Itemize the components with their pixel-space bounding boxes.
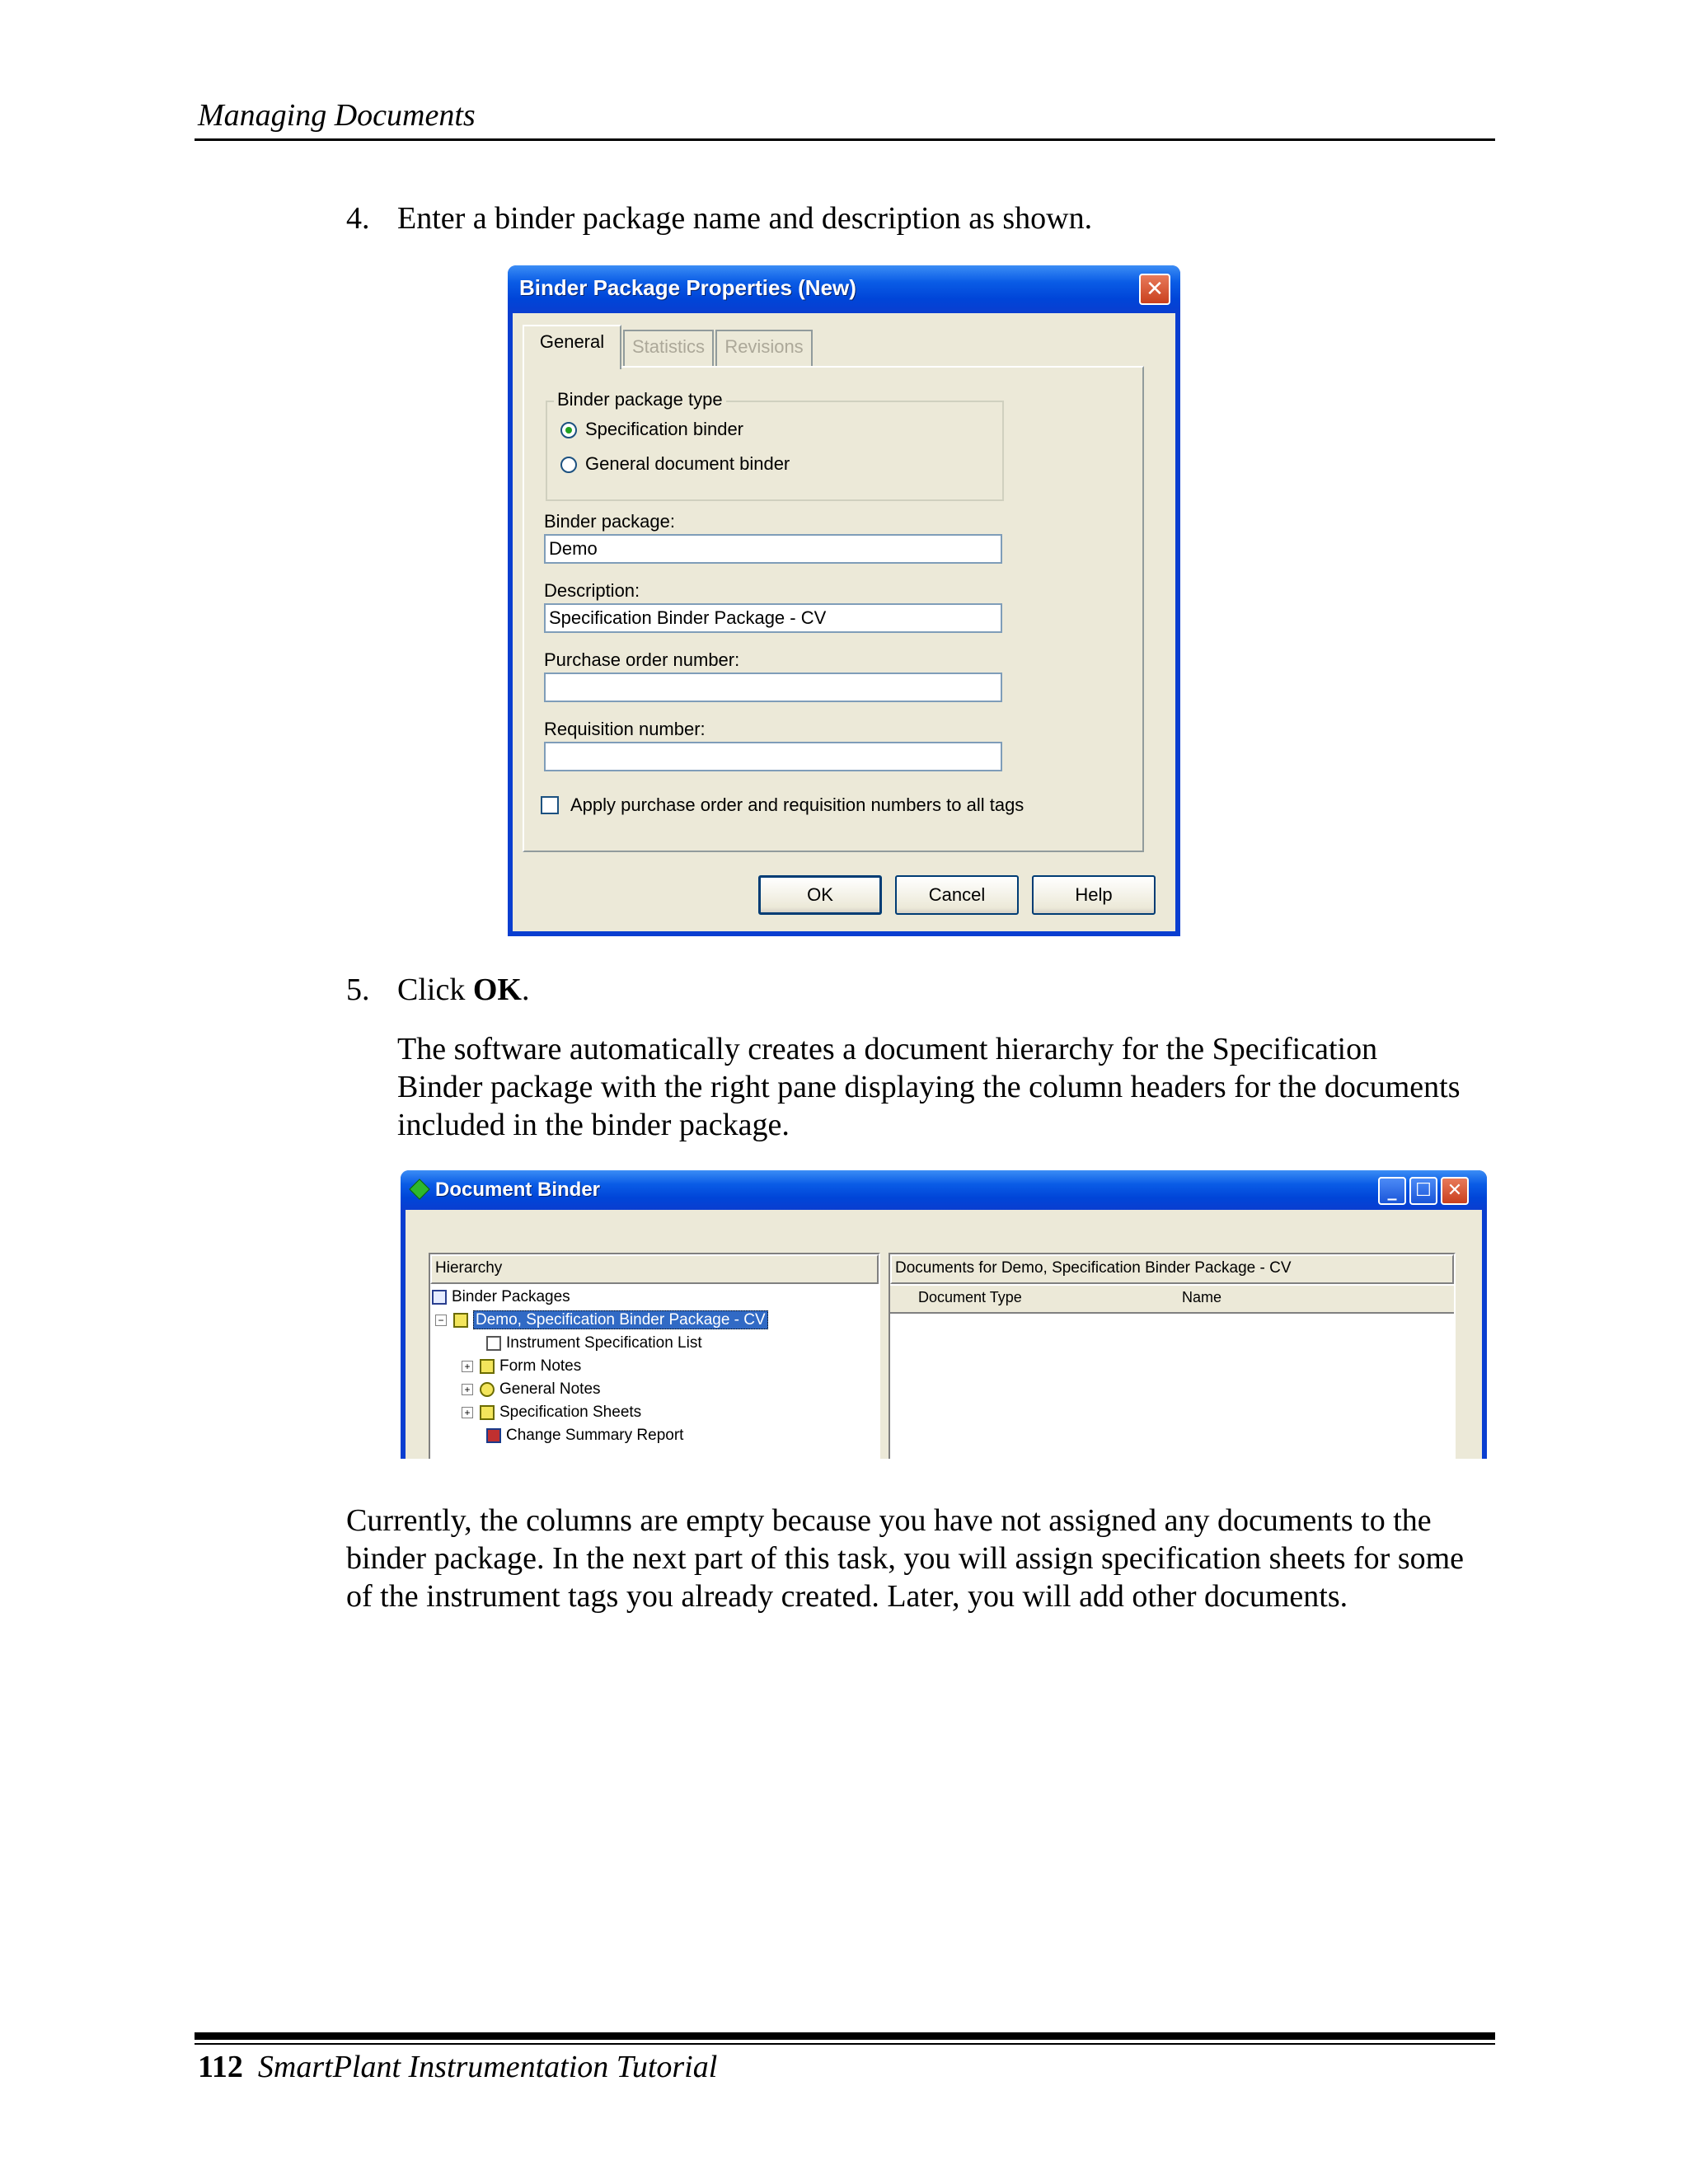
- step-5-number: 5.: [346, 972, 370, 1007]
- footer-rule-thick: [195, 2032, 1495, 2040]
- tree-item-general-notes[interactable]: + General Notes: [462, 1378, 601, 1401]
- header-rule: [195, 138, 1495, 141]
- minimize-icon[interactable]: _: [1378, 1177, 1406, 1205]
- hierarchy-header: Hierarchy: [430, 1254, 879, 1284]
- purchase-order-input[interactable]: [544, 673, 1002, 702]
- page-number: 112: [198, 2050, 243, 2084]
- binder-packages-icon: [432, 1290, 447, 1305]
- specification-binder-radio[interactable]: [560, 422, 577, 438]
- general-notes-icon: [480, 1382, 495, 1397]
- documents-pane: [889, 1253, 1456, 1459]
- specification-binder-label[interactable]: Specification binder: [585, 419, 744, 439]
- general-document-binder-label[interactable]: General document binder: [585, 453, 790, 474]
- expand-icon[interactable]: +: [462, 1384, 473, 1395]
- step-4-number: 4.: [346, 201, 370, 236]
- requisition-number-input[interactable]: [544, 742, 1002, 771]
- step-5-text: Click OK.: [397, 972, 530, 1007]
- hierarchy-pane: [429, 1253, 880, 1459]
- document-binder-window: [401, 1170, 1487, 1459]
- cancel-button[interactable]: Cancel: [895, 875, 1019, 915]
- tree-item-specification-sheets[interactable]: + Specification Sheets: [462, 1401, 641, 1424]
- step-5-explanation: The software automatically creates a document hierarchy for the Specification Binder package with the right pane displaying the column headers for the documents included in the binder package.: [397, 1032, 1461, 1142]
- requisition-number-label: Requisition number:: [544, 719, 706, 739]
- close-icon[interactable]: ✕: [1441, 1177, 1469, 1205]
- help-button[interactable]: Help: [1032, 875, 1156, 915]
- purchase-order-label: Purchase order number:: [544, 649, 740, 670]
- binder-package-properties-dialog: [508, 265, 1180, 936]
- closing-paragraph: Currently, the columns are empty because you have not assigned any documents to the binder package. In the next part of this task, you will assign specification sheets for some of the instrument tags you already created. Later, you will add other documents.: [346, 1503, 1465, 1614]
- tree-item-form-notes[interactable]: + Form Notes: [462, 1355, 581, 1378]
- expand-icon[interactable]: +: [462, 1407, 473, 1418]
- spec-sheets-icon: [480, 1405, 495, 1420]
- running-head: Managing Documents: [198, 98, 476, 133]
- binder-type-group: [546, 401, 1004, 501]
- binder-title-bar[interactable]: [401, 1170, 1487, 1210]
- footer-rule-thin: [195, 2043, 1495, 2045]
- expand-icon[interactable]: +: [462, 1361, 473, 1372]
- column-name[interactable]: Name: [1182, 1289, 1222, 1305]
- list-icon: [486, 1336, 501, 1351]
- binder-window-title: Document Binder: [435, 1179, 601, 1201]
- step-4-text: Enter a binder package name and description as shown.: [397, 201, 1093, 236]
- column-header-row: [890, 1286, 1454, 1314]
- ok-button[interactable]: OK: [758, 875, 882, 915]
- binder-package-label: Binder package:: [544, 511, 675, 532]
- column-document-type[interactable]: Document Type: [918, 1289, 1022, 1305]
- binder-window-body: [406, 1210, 1482, 1459]
- report-icon: [486, 1428, 501, 1443]
- maximize-icon[interactable]: ☐: [1409, 1177, 1437, 1205]
- book-title: SmartPlant Instrumentation Tutorial: [257, 2050, 718, 2084]
- collapse-icon[interactable]: −: [435, 1315, 447, 1326]
- binder-package-input[interactable]: Demo: [544, 534, 1002, 564]
- form-notes-icon: [480, 1359, 495, 1374]
- package-icon: [453, 1313, 468, 1328]
- close-icon[interactable]: ✕: [1139, 274, 1170, 305]
- description-label: Description:: [544, 580, 640, 601]
- tab-general[interactable]: General: [523, 325, 621, 369]
- dialog-title: Binder Package Properties (New): [519, 275, 856, 300]
- dialog-body: [513, 313, 1175, 931]
- tree-root-binder-packages[interactable]: Binder Packages: [432, 1286, 570, 1309]
- binder-type-group-label: Binder package type: [554, 389, 726, 410]
- apply-to-all-tags-checkbox[interactable]: [541, 796, 559, 814]
- selected-package-label: Demo, Specification Binder Package - CV: [473, 1310, 768, 1329]
- tab-revisions[interactable]: Revisions: [715, 330, 813, 366]
- apply-to-all-tags-label[interactable]: Apply purchase order and requisition numbers to all tags: [570, 794, 1025, 815]
- tree-item-demo-package[interactable]: [435, 1309, 768, 1332]
- tree-item-change-summary-report[interactable]: Change Summary Report: [486, 1424, 683, 1447]
- ok-emphasis: OK: [472, 972, 522, 1007]
- documents-header: Documents for Demo, Specification Binder Package - CV: [890, 1254, 1454, 1284]
- page-footer: [198, 2049, 717, 2085]
- tab-statistics[interactable]: Statistics: [623, 330, 714, 366]
- dialog-title-bar[interactable]: [508, 265, 1180, 313]
- app-diamond-icon: [409, 1179, 429, 1199]
- tree-item-instrument-spec-list[interactable]: Instrument Specification List: [486, 1332, 702, 1355]
- description-input[interactable]: Specification Binder Package - CV: [544, 603, 1002, 633]
- general-document-binder-radio[interactable]: [560, 457, 577, 473]
